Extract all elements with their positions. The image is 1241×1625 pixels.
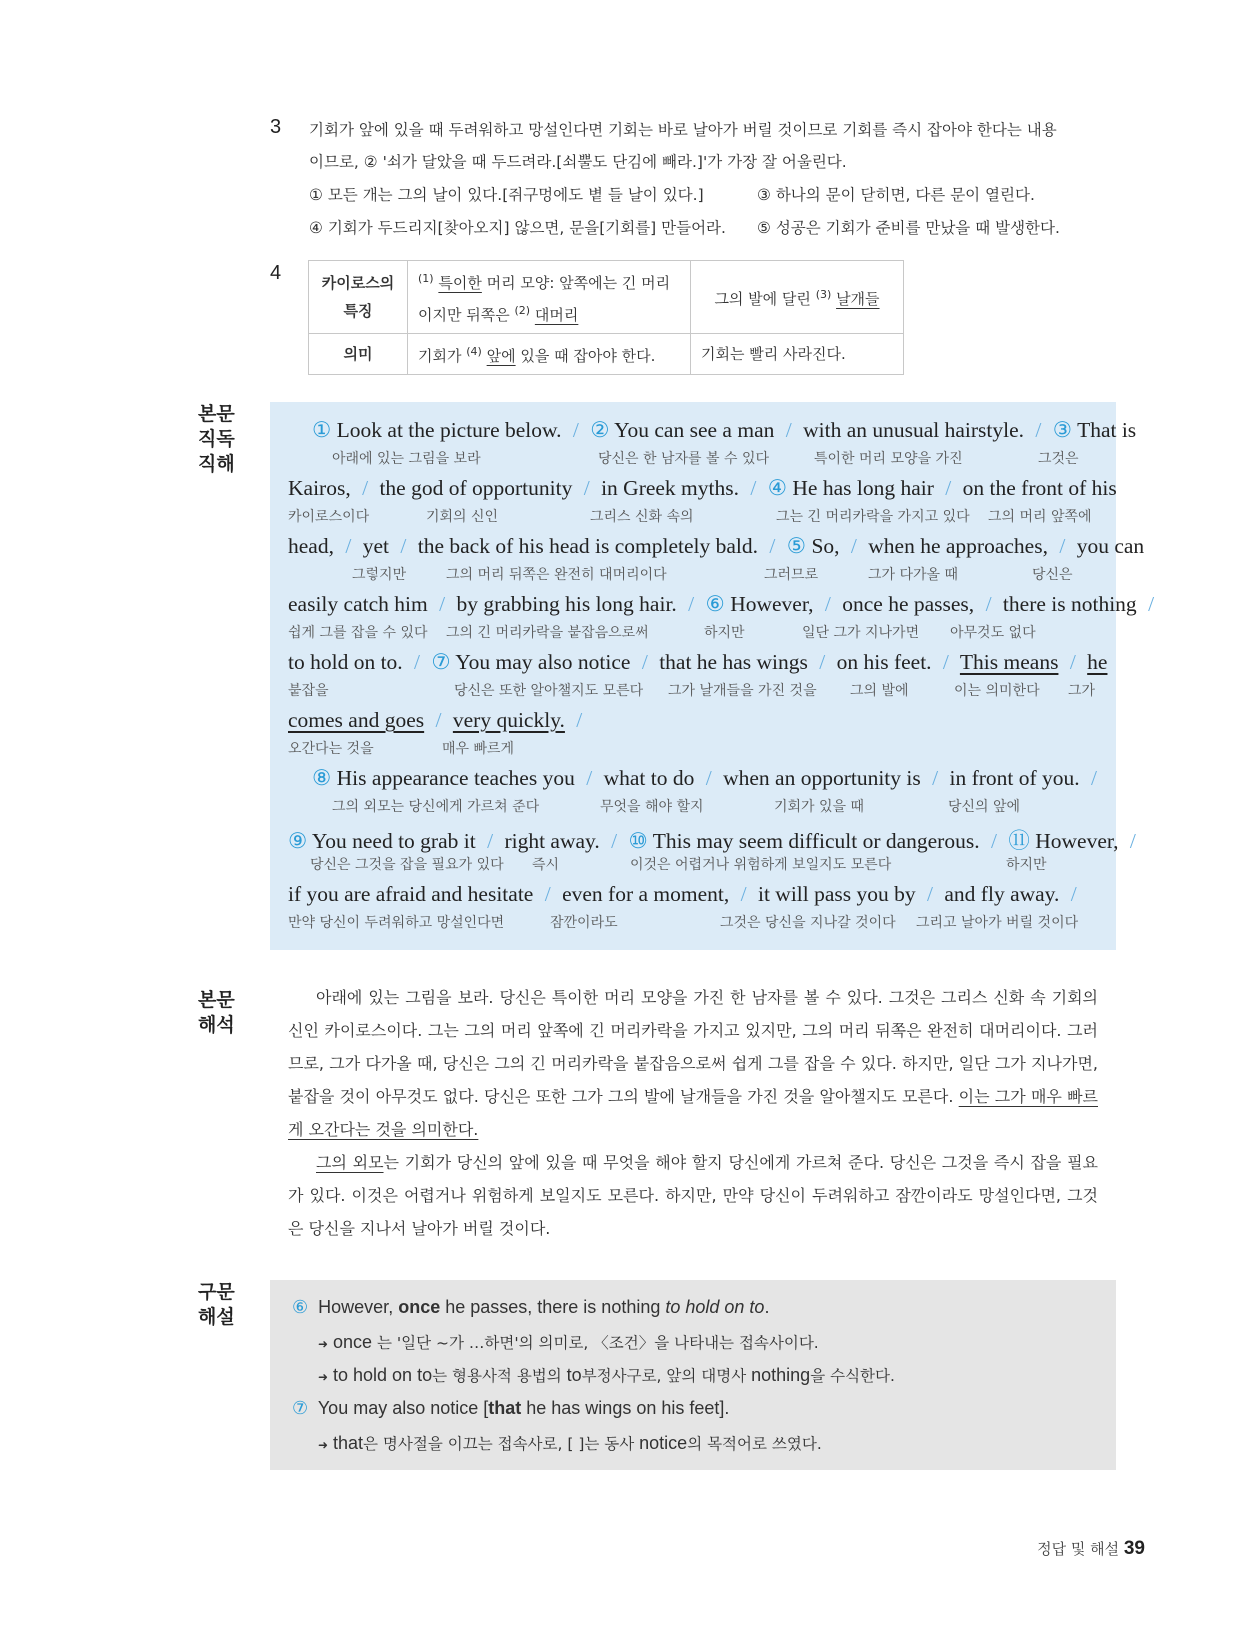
sentence-marker: ⑤	[786, 534, 807, 558]
kr-chunk: 그것은	[1038, 451, 1079, 467]
grammar-sentence-6	[292, 1297, 769, 1318]
en-chunk: when an opportunity is	[723, 766, 921, 790]
g-bold: once	[398, 1297, 441, 1317]
page-number: 39	[1123, 1538, 1145, 1559]
english-line: easily catch him / by grabbing his long hair. / ⑥ However, / once he passes, / there is nothing /	[288, 592, 1155, 616]
english-line: ① Look at the picture below. / ② You can see a man / with an unusual hairstyle. / ③ That is	[312, 418, 1137, 442]
translation-underlined: 그의 외모	[316, 1153, 384, 1172]
g-bold: that	[488, 1398, 522, 1418]
sentence-marker: ③	[1052, 418, 1073, 442]
en-chunk: right away.	[504, 829, 600, 853]
en-chunk: there is nothing	[1002, 592, 1137, 616]
english-line: if you are afraid and hesitate / even for a moment, / it will pass you by / and fly away. /	[288, 882, 1077, 906]
kr-chunk: 즉시	[532, 857, 560, 873]
en-chunk: Look at the picture below.	[336, 418, 562, 442]
en-chunk: in Greek myths.	[601, 476, 739, 500]
g-en: to	[566, 1365, 582, 1385]
kr-chunk: 그의 외모는 당신에게 가르쳐 준다	[332, 799, 540, 815]
label-line: 해석	[198, 1014, 235, 1036]
en-chunk: it will pass you by	[757, 882, 916, 906]
sentence-marker: ⑥	[705, 592, 725, 616]
text-1: 머리 모양: 앞쪽에는 긴 머리	[481, 274, 671, 292]
en-chunk: His appearance teaches you	[336, 766, 575, 790]
sentence-marker: ①	[312, 418, 332, 442]
kr-chunk: 그의 머리 앞쪽에	[988, 509, 1092, 525]
en-chunk: you can	[1076, 534, 1145, 558]
en-chunk: This means	[959, 650, 1059, 674]
g-text: he has wings on his feet].	[521, 1398, 730, 1418]
arrow-icon: ➜	[318, 1337, 329, 1351]
footer-text: 정답 및 해설	[1037, 1540, 1120, 1558]
g-text: However,	[318, 1297, 399, 1317]
translation-paragraph-1	[288, 981, 1098, 1146]
reading-row-6	[288, 708, 1098, 766]
q3-line-1: 기회가 앞에 있을 때 두려워하고 망설인다면 기회는 바로 날아가 버릴 것이므로 기회를 즉시 잡아야 한다는 내용	[309, 121, 1057, 139]
en-chunk: You need to grab it	[311, 829, 476, 853]
label-line: 직해	[198, 453, 235, 475]
q3-option-5: ⑤ 성공은 기회가 준비를 만났을 때 발생한다.	[757, 219, 1060, 237]
kr-chunk: 붙잡을	[288, 683, 329, 699]
answer-2: 대머리	[534, 306, 579, 324]
g-text: he passes, there is nothing	[440, 1297, 666, 1317]
cell-line-1	[418, 265, 680, 297]
g-en: that	[333, 1433, 364, 1453]
g-kr: 는 '일단 ~가 …하면'의 의미로, 〈조건〉을 나타내는 접속사이다.	[372, 1334, 819, 1352]
text-5: 있을 때 잡아야 한다.	[515, 347, 656, 365]
q3-option-4: ④ 기회가 두드리지[찾아오지] 않으면, 문을[기회를] 만들어라.	[309, 219, 726, 237]
kr-chunk: 잠깐이라도	[550, 915, 618, 931]
marker-3: (3)	[815, 288, 832, 301]
g-en: once	[333, 1332, 373, 1352]
sentence-marker: ⑥	[292, 1297, 309, 1317]
question-number-3: 3	[270, 116, 282, 138]
kr-chunk: 일단 그가 지나가면	[802, 625, 920, 641]
en-chunk: You can see a man	[614, 418, 775, 442]
en-chunk: that he has wings	[659, 650, 808, 674]
kr-chunk: 이는 의미한다	[954, 683, 1040, 699]
arrow-icon: ➜	[318, 1438, 329, 1452]
en-chunk: in front of you.	[949, 766, 1080, 790]
kr-chunk: 기회의 신인	[426, 509, 499, 525]
kr-chunk: 그리고 날아가 버릴 것이다	[916, 915, 1079, 931]
translation-text	[288, 981, 1098, 1245]
kr-chunk: 당신은 그것을 잡을 필요가 있다	[310, 857, 504, 873]
table-header-meaning: 의미	[309, 334, 408, 375]
kr-chunk: 이것은 어렵거나 위험하게 보일지도 모른다	[630, 857, 892, 873]
en-chunk: head,	[288, 534, 334, 558]
en-chunk: very quickly.	[452, 708, 565, 732]
en-chunk: to hold on to.	[288, 650, 403, 674]
kr-chunk: 그는 긴 머리카락을 가지고 있다	[776, 509, 970, 525]
table-header-features	[309, 261, 408, 334]
english-line: ⑨ You need to grab it / right away. / ⑩ This may seem difficult or dangerous. / ⑪ However, /	[288, 829, 1136, 853]
grammar-sentence-7	[292, 1398, 729, 1419]
kr-chunk: 당신은 한 남자를 볼 수 있다	[598, 451, 770, 467]
kr-chunk: 무엇을 해야 할지	[600, 799, 704, 815]
section-label-reading	[198, 402, 235, 477]
reading-row-4	[288, 592, 1155, 650]
reading-row-9	[288, 882, 1098, 940]
header-line-2: 특징	[343, 302, 373, 320]
reading-row-8	[288, 824, 1136, 882]
translation-text-b: 는 기회가 당신의 앞에 있을 때 무엇을 해야 할지 당신에게 가르쳐 준다. 당신은 그것을 즉시 잡을 필요가 있다. 이것은 어렵거나 위험하게 보일지도 모른다. 하지만, 만약 당신이 두려워하고 잠깐이라도 망설인다면, 그것은 당신을 지나서 날아가 버릴 것이다.	[288, 1153, 1098, 1238]
sentence-marker: ⑦	[431, 650, 451, 674]
english-line: comes and goes / very quickly. /	[288, 708, 583, 732]
kr-chunk: 하지만	[704, 625, 745, 641]
page-footer	[1037, 1538, 1145, 1560]
en-chunk: when he approaches,	[868, 534, 1048, 558]
kr-chunk: 그가 날개들을 가진 것을	[668, 683, 817, 699]
text-2: 이지만 뒤쪽은	[418, 306, 515, 324]
label-line: 해설	[198, 1306, 235, 1328]
reading-row-3	[288, 534, 1145, 592]
kr-chunk: 오간다는 것을	[288, 741, 374, 757]
g-kr: 은 명사절을 이끄는 접속사로, [ ]는 동사	[363, 1435, 640, 1453]
kr-chunk: 그의 머리 뒤쪽은 완전히 대머리이다	[446, 567, 667, 583]
kr-chunk: 그의 발에	[850, 683, 909, 699]
kairos-table	[308, 260, 904, 375]
kr-chunk: 그러므로	[764, 567, 819, 583]
en-chunk: on the front of his	[962, 476, 1117, 500]
kr-chunk: 만약 당신이 두려워하고 망설인다면	[288, 915, 505, 931]
sentence-marker: ⑪	[1008, 829, 1030, 853]
g-en: notice	[639, 1433, 688, 1453]
label-line: 본문	[198, 403, 235, 425]
kr-chunk: 그가 다가올 때	[868, 567, 959, 583]
answer-4: 앞에	[486, 347, 516, 365]
g-en: nothing	[751, 1365, 811, 1385]
table-cell-wings	[691, 261, 904, 334]
kr-chunk: 그것은 당신을 지나갈 것이다	[720, 915, 896, 931]
kr-chunk: 카이로스이다	[288, 509, 370, 525]
kr-chunk: 기회가 있을 때	[774, 799, 865, 815]
section-label-grammar	[198, 1280, 235, 1330]
grammar-note-3	[318, 1432, 822, 1454]
table-row	[309, 334, 904, 375]
reading-row-5	[288, 650, 1108, 708]
g-italic: to hold on to	[665, 1297, 765, 1317]
en-chunk: However,	[1035, 829, 1119, 853]
g-en: to hold on to	[333, 1365, 433, 1385]
en-chunk: by grabbing his long hair.	[456, 592, 677, 616]
english-line: head, / yet / the back of his head is completely bald. / ⑤ So, / when he approaches, / you can	[288, 534, 1145, 558]
reading-row-2	[288, 476, 1117, 534]
en-chunk: the back of his head is completely bald.	[417, 534, 759, 558]
label-line: 본문	[198, 989, 235, 1011]
en-chunk: what to do	[603, 766, 695, 790]
text-3: 그의 발에 달린	[714, 290, 816, 308]
g-kr: 을 수식한다.	[810, 1367, 895, 1385]
g-kr: 는 형용사적 용법의	[432, 1367, 567, 1385]
table-cell-hairstyle	[408, 261, 691, 334]
marker-4: (4)	[466, 345, 482, 358]
sentence-marker: ⑨	[288, 829, 308, 853]
en-chunk: once he passes,	[842, 592, 975, 616]
grammar-note-2	[318, 1364, 895, 1386]
reading-row-1	[288, 418, 1137, 476]
en-chunk: the god of opportunity	[379, 476, 573, 500]
en-chunk: You may also notice	[455, 650, 631, 674]
en-chunk: However,	[730, 592, 814, 616]
en-chunk: with an unusual hairstyle.	[803, 418, 1025, 442]
kr-chunk: 그리스 신화 속의	[590, 509, 694, 525]
question-number-4: 4	[270, 262, 282, 284]
label-line: 구문	[198, 1281, 235, 1303]
g-kr: 부정사구로, 앞의 대명사	[581, 1367, 752, 1385]
translation-text-a: 아래에 있는 그림을 보라. 당신은 특이한 머리 모양을 가진 한 남자를 볼 수 있다. 그것은 그리스 신화 속 기회의 신인 카이로스이다. 그는 그의 머리 앞쪽에 긴 머리카락을 가지고 있지만, 그의 머리 뒤쪽은 완전히 대머리이다. 그러므로, 그가 다가올 때, 당신은 그의 긴 머리카락을 붙잡음으로써 쉽게 그를 잡을 수 있다. 하지만, 일단 그가 지나가면, 붙잡을 것이 아무것도 없다. 당신은 또한 그가 그의 발에 날개들을 가진 것을 알아챌지도 모른다.	[288, 988, 1098, 1106]
section-label-translation	[198, 988, 235, 1038]
answer-1: 특이한	[438, 274, 482, 292]
sentence-marker: ②	[590, 418, 610, 442]
kr-chunk: 하지만	[1006, 857, 1047, 873]
kr-chunk: 당신의 앞에	[948, 799, 1021, 815]
g-kr: 의 목적어로 쓰였다.	[687, 1435, 822, 1453]
en-chunk: easily catch him	[288, 592, 428, 616]
en-chunk: and fly away.	[944, 882, 1060, 906]
en-chunk: on his feet.	[836, 650, 932, 674]
marker-2: (2)	[514, 304, 531, 317]
sentence-marker: ⑧	[312, 766, 332, 790]
table-row	[309, 261, 904, 334]
table-cell-disappears: 기회는 빨리 사라진다.	[691, 334, 904, 375]
translation-underlined: 이는 그가 매우 빠르게 오간다는 것을 의미한다.	[288, 1087, 1098, 1139]
english-line: ⑧ His appearance teaches you / what to do / when an opportunity is / in front of you. /	[312, 766, 1098, 790]
header-line-1: 카이로스의	[321, 274, 395, 292]
en-chunk: even for a moment,	[562, 882, 730, 906]
kr-chunk: 그가	[1068, 683, 1096, 699]
kr-chunk: 쉽게 그를 잡을 수 있다	[288, 625, 428, 641]
sentence-marker: ⑦	[292, 1398, 309, 1418]
sentence-marker: ⑩	[628, 829, 648, 853]
kr-chunk: 아무것도 없다	[950, 625, 1036, 641]
cell-line-2	[418, 297, 680, 329]
label-line: 직독	[198, 428, 235, 450]
en-chunk: So,	[811, 534, 840, 558]
kr-chunk: 그렇지만	[352, 567, 407, 583]
kr-chunk: 매우 빠르게	[442, 741, 515, 757]
en-chunk: He has long hair	[792, 476, 934, 500]
en-chunk: This may seem difficult or dangerous.	[652, 829, 980, 853]
english-line: to hold on to. / ⑦ You may also notice / that he has wings / on his feet. / This means / he	[288, 650, 1108, 674]
g-text: You may also notice [	[317, 1398, 489, 1418]
en-chunk: Kairos,	[288, 476, 351, 500]
kr-chunk: 그의 긴 머리카락을 붙잡음으로써	[446, 625, 649, 641]
kr-chunk: 당신은	[1032, 567, 1073, 583]
en-chunk: yet	[362, 534, 389, 558]
en-chunk: he	[1087, 650, 1108, 674]
table-cell-meaning	[408, 334, 691, 375]
arrow-icon: ➜	[318, 1370, 329, 1384]
reading-row-7	[288, 766, 1098, 824]
text-4: 기회가	[418, 347, 467, 365]
marker-1: (1)	[418, 272, 434, 285]
kr-chunk: 특이한 머리 모양을 가진	[814, 451, 963, 467]
english-line: Kairos, / the god of opportunity / in Greek myths. / ④ He has long hair / on the front of his	[288, 476, 1117, 500]
answer-3: 날개들	[836, 290, 880, 308]
q3-option-1: ① 모든 개는 그의 날이 있다.[쥐구멍에도 볕 들 날이 있다.]	[309, 186, 704, 204]
en-chunk: if you are afraid and hesitate	[288, 882, 534, 906]
g-text: .	[764, 1297, 770, 1317]
q3-option-3: ③ 하나의 문이 닫히면, 다른 문이 열린다.	[757, 186, 1035, 204]
sentence-marker: ④	[767, 476, 788, 500]
q3-line-2: 이므로, ② '쇠가 달았을 때 두드려라.[쇠뿔도 단김에 빼라.]'가 가장 잘 어울린다.	[309, 153, 847, 171]
kr-chunk: 아래에 있는 그림을 보라	[332, 451, 481, 467]
en-chunk: comes and goes	[288, 708, 425, 732]
grammar-note-1	[318, 1331, 819, 1353]
kr-chunk: 당신은 또한 알아챌지도 모른다	[454, 683, 644, 699]
en-chunk: That is	[1077, 418, 1137, 442]
translation-paragraph-2	[288, 1146, 1098, 1245]
